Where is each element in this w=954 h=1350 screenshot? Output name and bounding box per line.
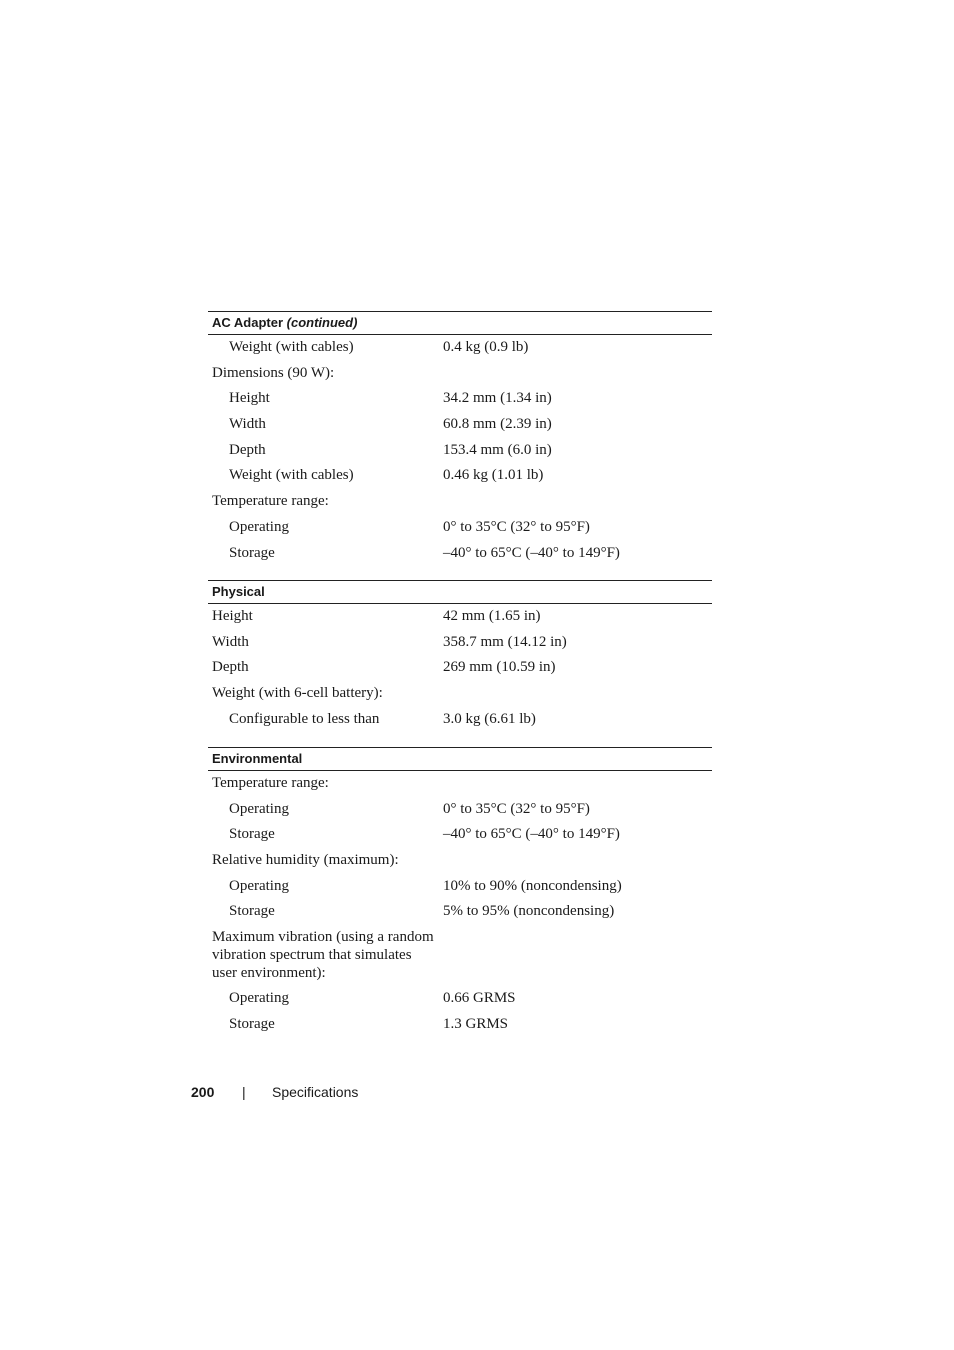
spec-row [208, 604, 712, 630]
spec-value: 0.46 kg (1.01 lb) [443, 467, 544, 484]
spec-value: 0° to 35°C (32° to 95°F) [443, 518, 590, 535]
spec-row [208, 386, 712, 412]
spec-value: 3.0 kg (6.61 lb) [443, 710, 536, 727]
spec-value: 0° to 35°C (32° to 95°F) [443, 800, 590, 817]
spec-value: –40° to 65°C (–40° to 149°F) [443, 544, 620, 561]
spec-row [208, 335, 712, 361]
spec-row [208, 822, 712, 848]
spec-value: 269 mm (10.59 in) [443, 659, 556, 676]
spec-value: 34.2 mm (1.34 in) [443, 390, 552, 407]
spec-label: Height [212, 608, 253, 624]
section-header-physical [208, 580, 712, 604]
spec-value: 60.8 mm (2.39 in) [443, 416, 552, 433]
section-title: Environmental [212, 751, 303, 766]
spec-label: Operating [229, 877, 289, 894]
spec-row [208, 515, 712, 541]
spec-label: Temperature range: [212, 493, 329, 510]
spec-row [208, 986, 712, 1012]
spec-label: Maximum vibration (using a random vibration spectrum that simulates user environment): [212, 929, 434, 982]
spec-label: Width [212, 633, 249, 650]
spec-row [208, 489, 712, 515]
spec-row [208, 797, 712, 823]
spec-row [208, 707, 712, 733]
spec-row [208, 1012, 712, 1038]
spec-row [208, 899, 712, 925]
footer-separator: | [242, 1084, 246, 1100]
section-ac-adapter [208, 311, 712, 566]
spec-row [208, 681, 712, 707]
section-title: AC Adapter [212, 315, 284, 330]
spec-row [208, 925, 712, 986]
spec-label: Configurable to less than [229, 710, 380, 727]
spec-value: 42 mm (1.65 in) [443, 608, 541, 624]
page-number: 200 [191, 1084, 215, 1100]
section-title: Physical [212, 584, 265, 599]
spec-label: Dimensions (90 W): [212, 364, 335, 381]
spec-label: Relative humidity (maximum): [212, 852, 399, 869]
spec-label: Weight (with 6-cell battery): [212, 685, 383, 702]
spec-value: 1.3 GRMS [443, 1015, 509, 1032]
section-environmental [208, 747, 712, 1038]
spec-label: Width [229, 416, 266, 433]
spec-label: Height [229, 390, 270, 407]
spec-value: 358.7 mm (14.12 in) [443, 633, 567, 650]
spec-label: Operating [229, 518, 289, 535]
spec-row [208, 874, 712, 900]
footer-chapter-title: Specifications [272, 1084, 359, 1100]
spec-value: 153.4 mm (6.0 in) [443, 441, 552, 458]
spec-label: Temperature range: [212, 775, 329, 791]
spec-value: 10% to 90% (noncondensing) [443, 877, 622, 894]
spec-label: Storage [229, 826, 275, 843]
spec-row [208, 630, 712, 656]
section-physical [208, 580, 712, 732]
spec-row [208, 361, 712, 387]
spec-row [208, 541, 712, 567]
spec-row [208, 771, 712, 797]
spec-label: Weight (with cables) [229, 339, 354, 355]
spec-label: Storage [229, 1015, 275, 1032]
spec-row [208, 412, 712, 438]
spec-label: Weight (with cables) [229, 467, 354, 484]
spec-value: –40° to 65°C (–40° to 149°F) [443, 826, 620, 843]
section-title-suffix: (continued) [286, 315, 358, 330]
section-header-environmental [208, 747, 712, 771]
spec-label: Operating [229, 800, 289, 817]
spec-value: 0.4 kg (0.9 lb) [443, 339, 529, 355]
spec-row [208, 848, 712, 874]
spec-label: Depth [212, 659, 249, 676]
spec-label: Operating [229, 990, 289, 1007]
spec-value: 5% to 95% (noncondensing) [443, 903, 615, 920]
spec-row [208, 438, 712, 464]
spec-value: 0.66 GRMS [443, 990, 516, 1007]
spec-row [208, 463, 712, 489]
section-header-ac-adapter [208, 311, 712, 335]
spec-row [208, 655, 712, 681]
spec-label: Depth [229, 441, 266, 458]
spec-label: Storage [229, 903, 275, 920]
spec-label: Storage [229, 544, 275, 561]
